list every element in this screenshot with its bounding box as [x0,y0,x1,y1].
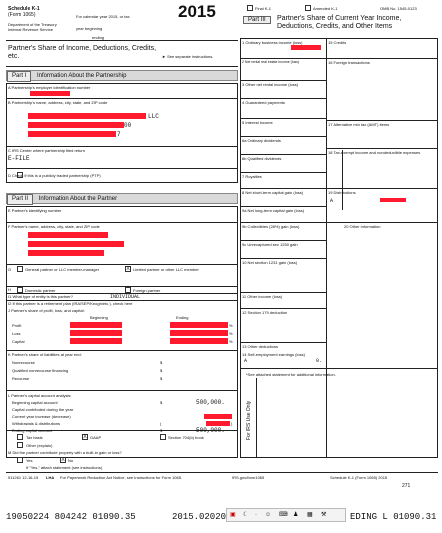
domestic-partner-checkbox[interactable] [17,287,23,293]
line13-label: 13 Other deductions [242,344,279,349]
qnf-label: Qualified nonrecourse financing [12,368,69,373]
ending-capital-label: Ending capital account [12,428,53,433]
see-instructions: ► See separate instructions. [162,54,214,59]
year-beginning-text: year beginning [76,26,103,31]
loss-label: Loss [12,331,21,336]
line19-label: 19 Distributions [328,190,356,195]
footer-lha: LHA [46,475,55,480]
line19-value-redacted [380,198,406,202]
partner-name-redacted [28,232,108,238]
capital-contributed-label: Capital contributed during the year [12,407,74,412]
dot-icon[interactable]: · [255,512,257,518]
part1-header [6,70,238,81]
footer-barcode-mid: 2015.02020 [172,512,227,522]
line3-label: 3 Other net rental income (loss) [242,82,299,87]
line-c-label: C IRS Center where partnership filed return [8,148,85,153]
line18-label: 18 Tax-exempt income and nondeductible expenses [328,150,421,155]
capital-beginning-redacted [70,338,122,344]
recourse-dollar: $ [160,376,163,381]
line-i1-label: I1 What type of entity is this partner? [8,294,73,299]
irs-label: Internal Revenue Service [8,27,53,32]
limited-partner-checkbox[interactable] [125,266,131,272]
partnership-city-redacted [28,131,116,137]
amended-k1-label: Amended K-1 [313,6,338,11]
partnership-name-suffix: LLC [148,113,159,120]
k1-form-page: Schedule K-1 (Form 1065) Department of the Treasury Internal Revenue Service For calendar year 2015, or tax year beginning ending 2015 Partner's Share of Income, Deductions, Credits, etc. ► See separate instructions. Final K-1 Amended K-1 OMB No. 1545-0123 Part III Partner's Share of Current Year Income, Deductions, Credits, and Other Items 1 Ordinary business income (loss) 2 Net rental real estate income (loss) 3 Other net rental income (loss) 4 Guaranteed payments 5 Interest income 6a Ordinary dividends 6b Qualified dividends 7 Royalties 8 Net short-term capital gain (loss) 9a Net long-term capital gain (loss) 9b Collectibles (28%) gain (loss) 9c Unrecaptured sec 1250 gain 10 Net section 1231 gain (loss) 11 Other income (loss) 12 Section 179 deduction 13 Other deductions 14 Self-employment earnings (loss) A 0. 15 Credits 16 Foreign transactions 17 Alternative min tax (AMT) items 18 Tax-exempt income and nondeductible expenses 19 Distributions A 20 Other information *See attached statement for additional information. For IRS Use Only Part I Information About the Partnership A Partnership's employer identification number B Partnership's name, address, city, state, and ZIP code LLC 00 7 C IRS Center where partnership filed return E-FILE D Check if this is a publicly traded partnership (PTP) Part II Information About the Partner E Partner's identifying number F Partner's name, address, city, state, and ZIP code G General partner or LLC member-manager X Limited partner or other LLC member H Domestic partner Foreign partner I1 What type of entity is this partner? INDIVIDUAL I2 If this partner is a retirement plan (IRA/SEP/Keogh/etc.), check here J Partner's share of profit, loss, and capital: Beginning Ending Profit Loss Capital % % % K Partner's share of liabilities at year end: Nonrecourse Qualified nonrecourse financing Recourse $ $ $ L Partner's capital account analysis: Beginning capital account Capital contributed during the year Current year increase (decrease) Withdrawals & distributions Ending capital account $ 500,000. ( ) $ 500,000. Tax basis X GAAP Section 704(b) book Other (explain) M Did the partner contribute property with a built-in gain or loss? Yes X No If "Yes," attach statement (see instructions) 511261 12-16-15 LHA For Paperwork Reduction Act Notice, see Instructions for Form 1065. IRS.gov/form1065 Schedule K-1 (Form 1065) 2015 271 19050224 804242 01090.35 2015.02020 EDING L 01090.31 ▣ ☾ · ☺ ⌨ ♟ ▦ ⚒ [6,2,437,522]
final-k1-checkbox[interactable] [247,5,253,11]
footer-pra: For Paperwork Reduction Act Notice, see Instructions for Form 1065. [60,475,183,480]
smile-icon[interactable]: ☺ [265,512,272,518]
footer-schedule: Schedule K-1 (Form 1065) 2015 [330,475,388,480]
footer-barcode-left: 19050224 804242 01090.35 [6,512,136,522]
capital-pct: % [229,339,233,344]
other-basis-checkbox[interactable] [17,442,23,448]
partnership-address-suffix: 00 [124,122,132,129]
withdrawals-redacted [206,421,233,426]
line4-label: 4 Guaranteed payments [242,100,285,105]
partnership-name-redacted [28,113,146,119]
final-k1-label: Final K-1 [255,6,272,11]
part3-title: Partner's Share of Current Year Income, Deductions, Credits, and Other Items [277,15,402,30]
line9c-label: 9c Unrecaptured sec 1250 gain [242,242,298,247]
line15-label: 15 Credits [328,40,347,45]
partnership-address-redacted [28,122,124,128]
other-basis-label: Other (explain) [26,443,53,448]
ein-redacted [30,91,70,96]
calendar-year-text: For calendar year 2015, or tax [76,14,130,19]
footer-page-number: 271 [402,483,411,489]
line5-label: 5 Interest income [242,120,273,125]
entity-type-value: INDIVIDUAL [110,294,141,300]
line-f-label: F Partner's name, address, city, state, and ZIP code [8,224,100,229]
line-j-label: J Partner's share of profit, loss, and capital: [8,308,85,313]
line1-label: 1 Ordinary business income (loss) [242,40,303,45]
line9a-label: 9a Net long-term capital gain (loss) [242,208,305,213]
loss-pct: % [229,331,233,336]
m-no-label: No [68,458,74,463]
ptp-checkbox[interactable] [17,172,23,178]
line-d-label: D Check if this is a publicly traded partnership (PTP) [8,173,101,178]
line7-label: 7 Royalties [242,174,262,179]
profit-beginning-redacted [70,322,122,328]
line1-value-redacted [291,45,321,50]
beginning-header: Beginning [90,315,108,320]
foreign-partner-checkbox[interactable] [125,287,131,293]
ending-capital-value: 500,000. [196,427,225,434]
withdrawals-close-paren: ) [231,421,233,426]
part2-header [6,193,238,204]
line14-value: 0. [316,358,323,364]
nonrecourse-label: Nonrecourse [12,360,35,365]
line-l-label: L Partner's capital account analysis: [8,393,72,398]
general-partner-checkbox[interactable] [17,266,23,272]
beginning-capital-label: Beginning capital account [12,400,58,405]
capital-ending-redacted [170,338,228,344]
line9b-label: 9b Collectibles (28%) gain (loss) [242,224,300,229]
current-year-increase-redacted [204,414,232,419]
m-no-checkbox[interactable] [60,457,66,463]
line-b-label: B Partnership's name, address, city, state, and ZIP code [8,100,108,105]
partner-address-redacted [28,241,124,247]
schedule-label: Schedule K-1 [8,6,40,12]
form-title: Partner's Share of Income, Deductions, Credits, etc. [8,45,157,60]
part2-title: Information About the Partner [38,196,118,202]
general-partner-label: General partner or LLC member-manager [25,267,100,272]
department: Department of the Treasury [8,22,57,27]
irs-use-only: For IRS Use Only [246,400,252,440]
line11-label: 11 Other income (loss) [242,294,283,299]
part3-header [241,14,436,38]
gaap-mark: X [83,434,87,440]
m-no-mark: X [61,457,65,463]
ime-toolbar[interactable] [226,508,346,522]
ending-header: Ending [176,315,189,320]
capital-label: Capital [12,339,25,344]
recourse-label: Recourse [12,376,30,381]
line-k-label: K Partner's share of liabilities at year end: [8,352,82,357]
part3-badge: Part III [243,16,271,24]
partner-city-redacted [28,250,104,256]
line14-code: A [244,358,248,364]
line6b-label: 6b Qualified dividends [242,156,282,161]
line8-label: 8 Net short-term capital gain (loss) [242,190,304,195]
line-i2-label: I2 If this partner is a retirement plan (IRA/SEP/Keogh/etc.), check here [8,301,133,306]
beginning-capital-dollar: $ [160,400,163,405]
limited-partner-mark: X [126,266,130,272]
omb-number: OMB No. 1545-0123 [380,6,417,11]
form-number: (Form 1065) [8,12,36,18]
profit-label: Profit [12,323,22,328]
part1-badge: Part I [7,71,31,82]
limited-partner-label: Limited partner or other LLC member [133,267,199,272]
see-attached-note: *See attached statement for additional information. [246,372,336,377]
partnership-zip-suffix: 7 [117,131,121,138]
irs-center-value: E-FILE [8,155,30,162]
footer-irs-gov: IRS.gov/form1065 [232,475,265,480]
footer-code: 511261 12-16-15 [8,475,39,480]
ending-text: ending [92,35,105,40]
line-e-label: E Partner's identifying number [8,208,62,213]
wrench-icon[interactable]: ⚒ [321,512,327,518]
profit-pct: % [229,323,233,328]
footer-barcode-right: EDING L 01090.31 [350,512,437,522]
m-note: If "Yes," attach statement (see instructions) [26,465,103,470]
line2-label: 2 Net rental real estate income (loss) [242,60,300,64]
ime-icon[interactable]: ▣ [230,512,236,518]
line16-label: 16 Foreign transactions [328,60,370,65]
foreign-partner-label: Foreign partner [133,288,161,293]
qnf-dollar: $ [160,368,163,373]
amended-k1-checkbox[interactable] [305,5,311,11]
m-yes-label: Yes [26,458,33,463]
nonrecourse-dollar: $ [160,360,163,365]
moon-icon[interactable]: ☾ [243,512,249,518]
beginning-capital-value: 500,000. [196,399,225,406]
part1-title: Information About the Partnership [37,73,127,79]
line-a-label: A Partnership's employer identification number [8,85,91,90]
sec704-label: Section 704(b) book [168,435,204,440]
gaap-label: GAAP [90,435,102,440]
withdrawals-label: Withdrawals & distributions [12,421,61,426]
domestic-partner-label: Domestic partner [25,288,56,293]
sec704-checkbox[interactable] [160,434,166,440]
withdrawals-open-paren: ( [160,421,162,426]
tax-basis-checkbox[interactable] [17,434,23,440]
grid-icon[interactable]: ▦ [307,512,313,518]
line12-label: 12 Section 179 deduction [242,310,288,315]
line14-label: 14 Self-employment earnings (loss) [242,352,305,357]
current-year-increase-label: Current year increase (decrease) [12,414,71,419]
line17-label: 17 Alternative min tax (AMT) items [328,122,390,127]
line-m-label: M Did the partner contribute property with a built-in gain or loss? [8,450,122,455]
line19-code: A [330,198,334,204]
line6a-label: 6a Ordinary dividends [242,138,281,143]
user-icon[interactable]: ♟ [293,512,299,518]
part2-badge: Part II [7,194,33,205]
ending-capital-dollar: $ [160,428,163,433]
line20-label: 20 Other information [344,224,381,229]
gaap-checkbox[interactable] [82,434,88,440]
profit-ending-redacted [170,322,228,328]
tax-basis-label: Tax basis [26,435,43,440]
m-yes-checkbox[interactable] [17,457,23,463]
loss-ending-redacted [170,330,228,336]
keyboard-icon[interactable]: ⌨ [279,512,288,518]
loss-beginning-redacted [70,330,122,336]
line10-label: 10 Net section 1231 gain (loss) [242,260,298,265]
tax-year: 2015 [178,2,216,21]
